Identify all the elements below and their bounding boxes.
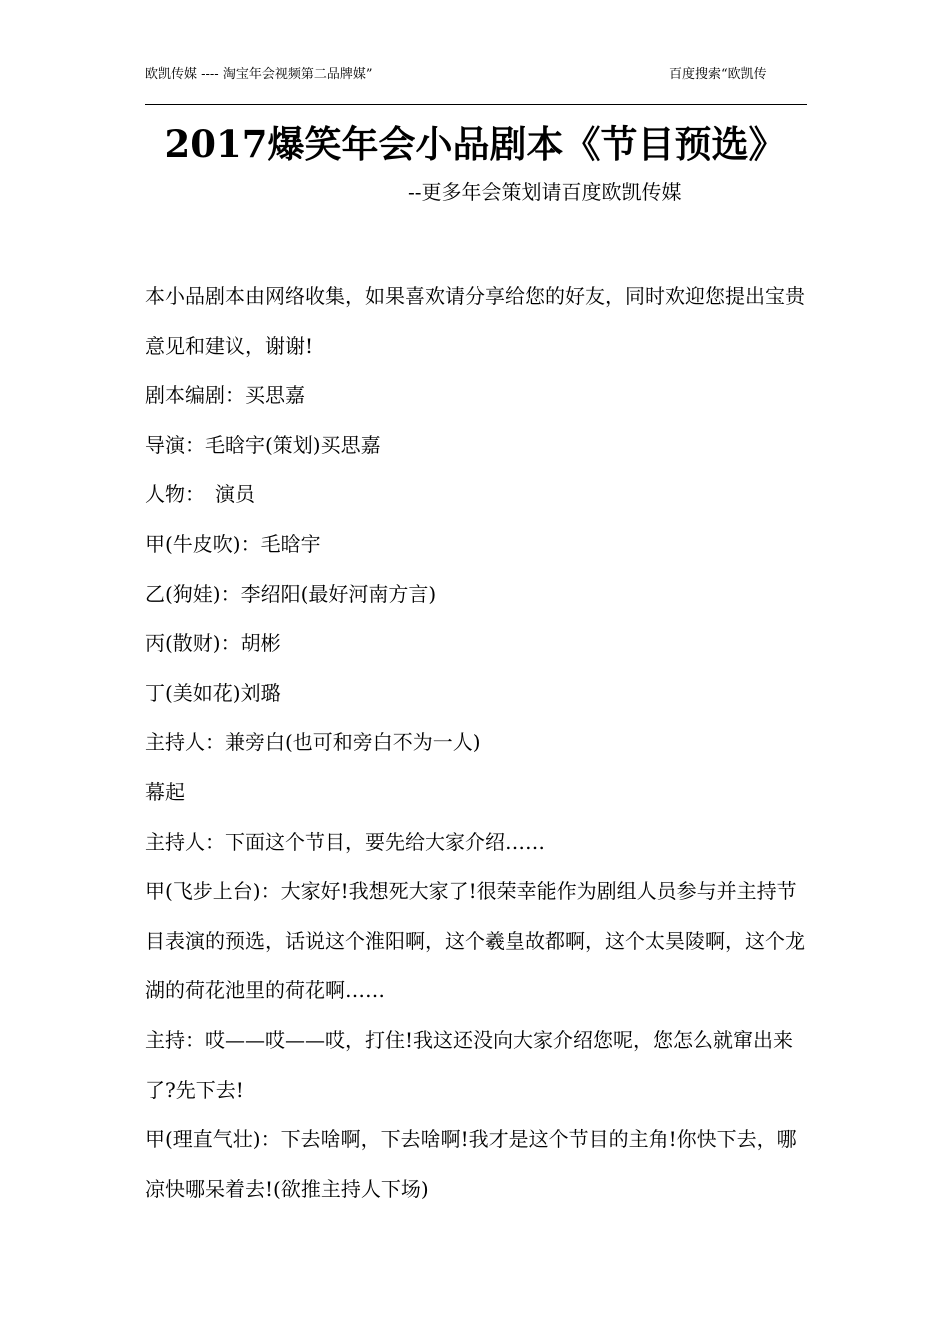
paragraph-curtain-up: 幕起: [145, 779, 185, 804]
paragraph-cast-bing: 丙(散财)：胡彬: [145, 631, 281, 656]
paragraph-cast-ding: 丁(美如花)刘璐: [145, 680, 281, 705]
paragraph-cast-jia: 甲(牛皮吹)：毛晗宇: [145, 531, 321, 556]
paragraph-dialogue: 主持人：下面这个节目，要先给大家介绍……: [145, 829, 545, 854]
document-title: 2017爆笑年会小品剧本《节目预选》: [164, 122, 786, 166]
paragraph-dialogue: 甲(理直气壮)：下去啥啊，下去啥啊!我才是这个节目的主角!你快下去，哪凉快哪呆着去!(欲推主持人下场): [145, 1127, 797, 1201]
paragraph-cast-heading: 人物： 演员: [145, 482, 255, 507]
script-body: [145, 272, 810, 1214]
paragraph-dialogue: 甲(飞步上台)：大家好!我想死大家了!很荣幸能作为剧组人员参与并主持节目表演的预选，话说这个淮阳啊，这个羲皇故都啊，这个太昊陵啊，这个龙湖的荷花池里的荷花啊……: [145, 879, 805, 1003]
paragraph-director: 导演：毛晗宇(策划)买思嘉: [145, 432, 381, 457]
paragraph-cast-host: 主持人：兼旁白(也可和旁白不为一人): [145, 730, 481, 755]
paragraph-screenwriter: 剧本编剧：买思嘉: [145, 383, 305, 408]
paragraph-dialogue: 主持：哎——哎——哎，打住!我这还没向大家介绍您呢，您怎么就窜出来了?先下去!: [145, 1027, 794, 1102]
document-subtitle: --更多年会策划请百度欧凯传媒: [408, 180, 682, 204]
header-left-text: 欧凯传媒 ---- 淘宝年会视频第二品牌媒”: [145, 67, 373, 82]
paragraph-intro: 本小品剧本由网络收集，如果喜欢请分享给您的好友，同时欢迎您提出宝贵意见和建议，谢谢!: [145, 284, 805, 358]
paragraph-cast-yi: 乙(狗娃)：李绍阳(最好河南方言): [145, 581, 437, 606]
header-right-text: 百度搜索“欧凯传: [669, 67, 767, 82]
page-header: [145, 66, 807, 105]
